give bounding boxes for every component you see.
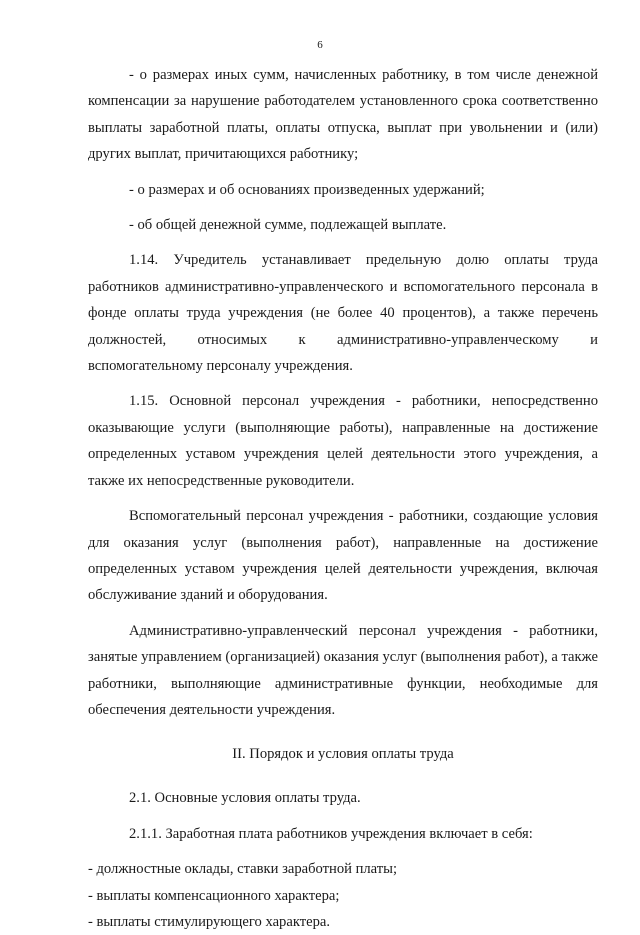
section-heading-ii: II. Порядок и условия оплаты труда [232,746,454,763]
paragraph-other-sums: - о размерах иных сумм, начисленных работнику, в том числе денежной компенсации за нарушение работодателем установленного срока соответственно выплаты заработной платы, оплаты отпуска, выплат при увольнении и (или) других выплат, причитающихся работнику; [88,67,598,163]
list-item: - выплаты стимулирующего характера. [88,913,330,930]
paragraph-2-1-1: 2.1.1. Заработная плата работников учреждения включает в себя: [129,825,533,842]
paragraph-total-sum: - об общей денежной сумме, подлежащей выплате. [129,217,447,234]
paragraph-2-1: 2.1. Основные условия оплаты труда. [129,790,361,807]
document-body [88,62,598,935]
list-item: - выплаты компенсационного характера; [88,887,340,904]
paragraph-deductions: - о размерах и об основаниях произведенных удержаний; [129,181,485,198]
list-item: - должностные оклады, ставки заработной платы; [88,861,398,878]
paragraph-support-staff: Вспомогательный персонал учреждения - работники, создающие условия для оказания услуг (выполнения работ), направленные на достижение определенных уставом учреждения целей деятельности учреждения, включая обслуживание зданий и оборудования. [88,508,598,604]
paragraph-1-14: 1.14. Учредитель устанавливает предельную долю оплаты труда работников административно-управленческого и вспомогательного персонала в фонде оплаты труда учреждения (не более 40 процентов), а также перечень должностей, относимых к административно-управленческому и вспомогательному персоналу учреждения. [88,252,598,375]
paragraph-admin-staff: Административно-управленческий персонал учреждения - работники, занятые управлением (организацией) оказания услуг (выполнения работ), а также работники, выполняющие административные функции, необходимые для обеспечения деятельности учреждения. [88,622,598,718]
paragraph-1-15: 1.15. Основной персонал учреждения - работники, непосредственно оказывающие услуги (выполняющие работы), направленные на достижение определенных уставом учреждения целей деятельности этого учреждения, а также их непосредственные руководители. [88,393,598,489]
page-number: 6 [317,39,323,51]
